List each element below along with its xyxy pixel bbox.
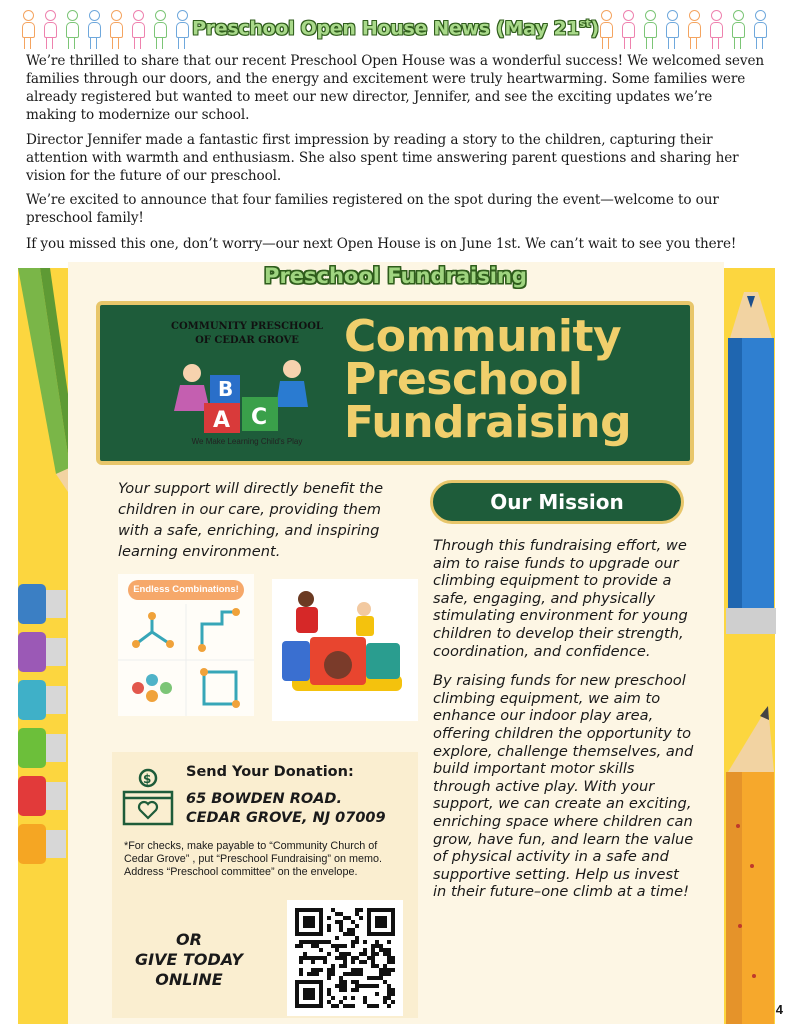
mission-heading: Our Mission: [430, 480, 684, 524]
mission-paragraph: Through this fundraising effort, we aim to raise funds to upgrade our climbing equipment to provide a safe, engaging, and physically stimulating environment for young children to develop their strength, coordination, and confidence.: [433, 537, 688, 660]
building-toy-photo: [118, 574, 254, 716]
logo-tagline: We Make Learning Child's Play: [191, 437, 303, 446]
mission-paragraph: By raising funds for new preschool climbing equipment, we aim to enhance our indoor play area, offering children the opportunity to explore, challenge themselves, and build important motor skills through active play. With your support, we can create an exciting, enriching space where children can grow, have fun, and learn the value of physical activity in a safe and supportive setting. Help us invest in their future–one climb at a time!: [433, 672, 694, 901]
page-number: 4: [775, 1002, 783, 1017]
address-line-2: CEDAR GROVE, NJ 07009: [186, 810, 386, 826]
article-paragraph: We’re excited to announce that four families registered on the spot during the event—welcome to our preschool family!: [26, 192, 719, 226]
support-statement: Your support will directly benefit the children in our care, providing them with a safe, enriching, and inspiring learning environment.: [118, 480, 384, 560]
article-paragraph: We’re thrilled to share that our recent Preschool Open House was a wonderful success! We welcomed seven families through our doors, and the energy and excitement were truly heartwarming. Some families were already registered but wanted to meet our new director, Jennifer, and see the exciting updates we’re making to modernize our school.: [26, 53, 765, 123]
donation-qr-code[interactable]: [287, 900, 403, 1016]
banner-title-line-2: Preschool: [344, 354, 583, 405]
banner-title-line-3: Fundraising: [344, 397, 632, 448]
blue-pencil-illustration: [722, 268, 778, 638]
logo-name-line-1: COMMUNITY PRESCHOOL: [171, 321, 323, 332]
block-letter-c: C: [251, 405, 268, 430]
newsletter-title: Preschool Open House News (May 21st): [192, 17, 599, 40]
svg-text:$: $: [143, 772, 152, 786]
article-paragraph: If you missed this one, don’t worry—our next Open House is on June 1st. We can’t wait to see you there!: [26, 236, 737, 252]
article-paragraph: Director Jennifer made a fantastic first impression by reading a story to the children, capturing their attention with warmth and enthusiasm. She also spent time answering parent questions and sharing her vision for the future of our preschool.: [26, 132, 739, 184]
address-line-1: 65 BOWDEN ROAD.: [186, 791, 342, 807]
mission-text: [433, 537, 695, 913]
banner-title: [344, 311, 632, 448]
send-donation-heading: Send Your Donation:: [186, 764, 354, 780]
or-line-1: OR: [176, 930, 202, 949]
fundraising-section-title: Preschool Fundraising: [264, 264, 527, 288]
endless-combinations-badge: Endless Combinations!: [128, 580, 244, 600]
colored-pencils-stack-illustration: [18, 584, 68, 884]
block-letter-b: B: [218, 377, 234, 401]
checks-instructions: *For checks, make payable to “Community Church of Cedar Grove” , put “Preschool Fundraising” on memo. Address “Preschool committee” on the envelope.: [124, 840, 383, 878]
block-letter-a: A: [213, 408, 231, 433]
qr-code-icon: [287, 900, 403, 1016]
fundraising-banner: [96, 301, 694, 465]
kids-climbing-play-photo: [272, 579, 418, 721]
donation-box-icon: [120, 768, 176, 828]
give-online-callout: [124, 930, 254, 990]
banner-title-line-1: Community: [344, 311, 622, 362]
or-line-2: GIVE TODAY: [135, 950, 243, 969]
building-toy-shapes: [118, 604, 254, 716]
yellow-pencil-illustration: [722, 706, 778, 1024]
abc-blocks-kids-illustration: [170, 351, 320, 435]
logo-name-line-2: OF CEDAR GROVE: [195, 335, 299, 346]
or-line-3: ONLINE: [155, 970, 223, 989]
donation-address: [186, 790, 386, 828]
preschool-logo: [162, 319, 332, 459]
